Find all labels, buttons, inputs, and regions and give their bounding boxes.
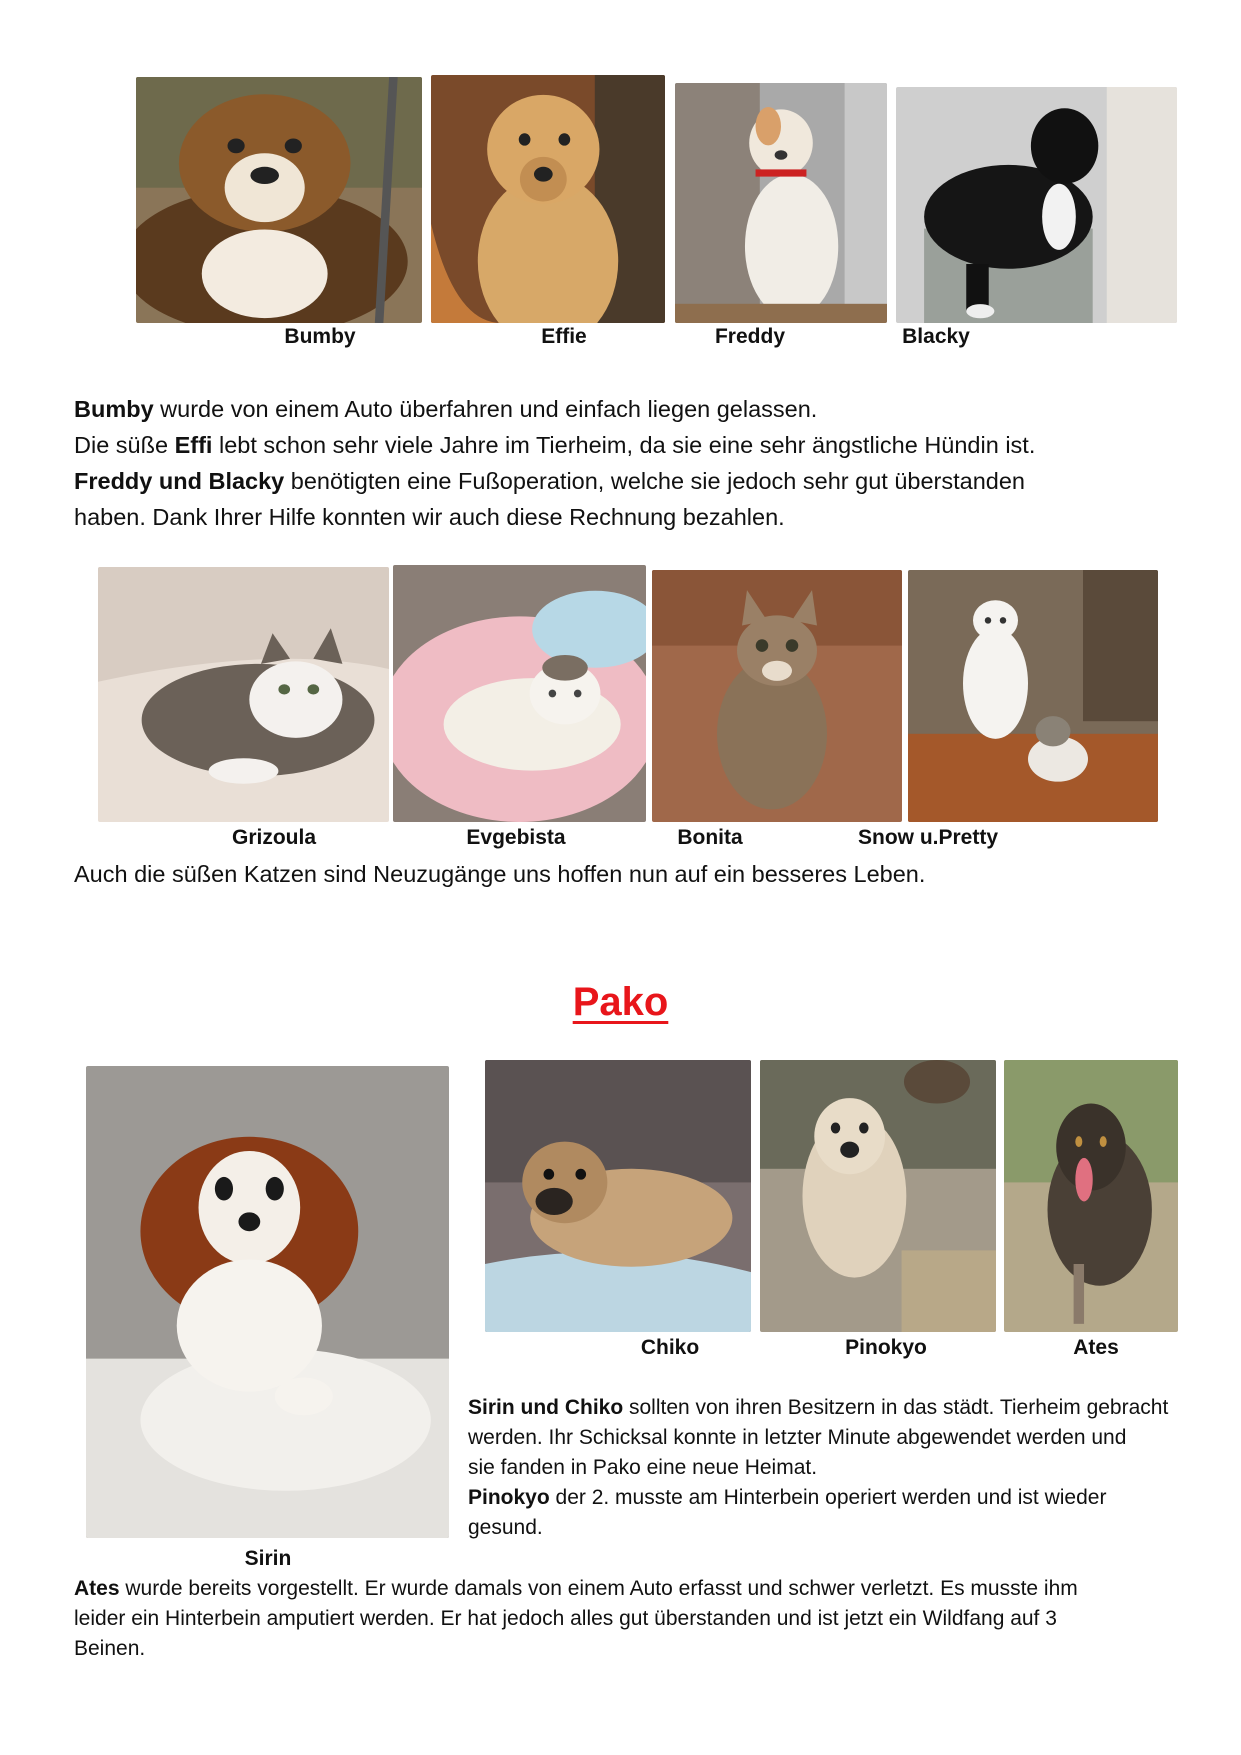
- freddy-photo: [675, 83, 887, 323]
- ates-line-2: leider ein Hinterbein amputiert werden. Er hat jedoch alles gut überstanden und ist jetzt ein Wildfang auf 3: [74, 1607, 1057, 1630]
- caption-snow-pretty: Snow u.Pretty: [857, 826, 999, 849]
- caption-bumby: Bumby: [284, 325, 356, 348]
- caption-ates: Ates: [1073, 1336, 1119, 1359]
- ates-text-block: [74, 1574, 1184, 1664]
- caption-bonita: Bonita: [677, 826, 743, 849]
- pinokyo-photo: [760, 1060, 996, 1332]
- caption-sirin: Sirin: [244, 1547, 292, 1570]
- para-line-4: haben. Dank Ihrer Hilfe konnten wir auch diese Rechnung bezahlen.: [74, 504, 785, 530]
- pako-line-2: werden. Ihr Schicksal konnte in letzter Minute abgewendet werden und: [468, 1426, 1127, 1449]
- cats-paragraph: Auch die süßen Katzen sind Neuzugänge uns hoffen nun auf ein besseres Leben.: [74, 861, 926, 887]
- grizoula-photo: [98, 567, 389, 822]
- caption-pinokyo: Pinokyo: [845, 1336, 927, 1359]
- chiko-photo: [485, 1060, 751, 1332]
- bumby-photo: [136, 77, 422, 323]
- effie-photo: [431, 75, 665, 323]
- caption-chiko: Chiko: [640, 1336, 700, 1359]
- ates-line-1: Ates wurde bereits vorgestellt. Er wurde damals von einem Auto erfasst und schwer verletzt. Es musste ihm: [74, 1577, 1078, 1600]
- evgebista-photo: [393, 565, 646, 822]
- blacky-photo: [896, 87, 1177, 323]
- pako-line-1: Sirin und Chiko sollten von ihren Besitzern in das städt. Tierheim gebracht: [468, 1396, 1169, 1419]
- ates-photo: [1004, 1060, 1178, 1332]
- caption-evgebista: Evgebista: [466, 826, 566, 849]
- caption-blacky: Blacky: [902, 325, 970, 348]
- dogs-paragraph: [74, 391, 1184, 535]
- pako-line-5: gesund.: [468, 1516, 543, 1539]
- caption-effie: Effie: [541, 325, 587, 348]
- snow-pretty-photo: [908, 570, 1158, 822]
- bonita-photo: [652, 570, 902, 822]
- para-line-1: Bumby wurde von einem Auto überfahren und einfach liegen gelassen.: [74, 396, 818, 422]
- sirin-photo: [86, 1066, 449, 1538]
- para-line-2: Die süße Effi lebt schon sehr viele Jahre im Tierheim, da sie eine sehr ängstliche Hündin ist.: [74, 432, 1036, 458]
- pako-line-4: Pinokyo der 2. musste am Hinterbein operiert werden und ist wieder: [468, 1486, 1107, 1509]
- pako-line-3: sie fanden in Pako eine neue Heimat.: [468, 1456, 818, 1479]
- caption-grizoula: Grizoula: [231, 826, 316, 849]
- para-line-3: Freddy und Blacky benötigten eine Fußoperation, welche sie jedoch sehr gut überstanden: [74, 468, 1025, 494]
- pako-text-block: [468, 1393, 1228, 1543]
- ates-line-3: Beinen.: [74, 1637, 146, 1660]
- section-title: Pako: [572, 980, 669, 1024]
- caption-freddy: Freddy: [714, 325, 785, 348]
